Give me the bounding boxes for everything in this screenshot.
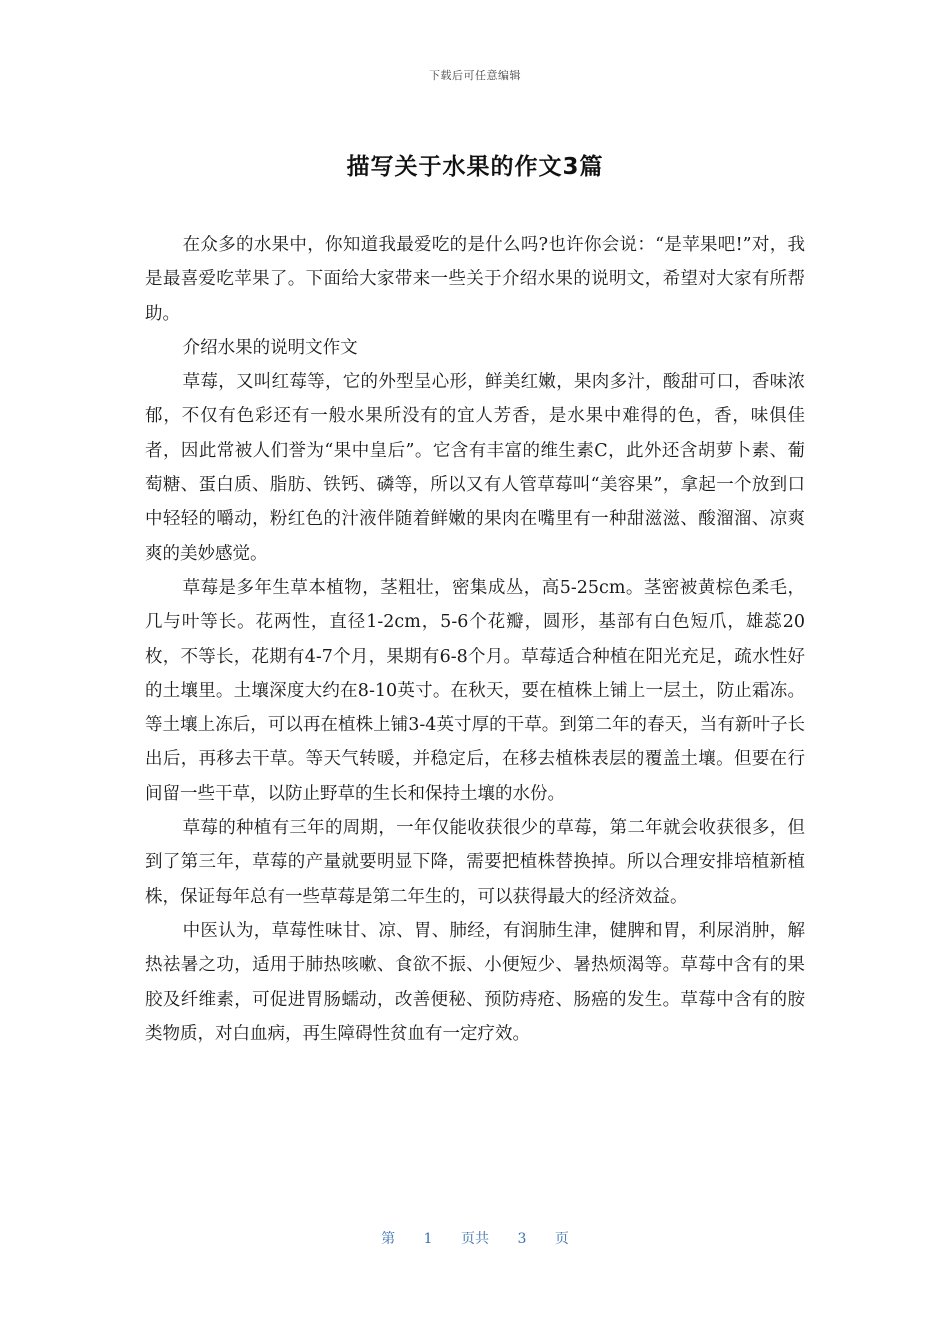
footer-total-pages: 3: [517, 1231, 527, 1247]
document-body: [145, 228, 805, 1051]
footer-current-page: 1: [423, 1231, 433, 1247]
document-title: 描写关于水果的作文3篇: [346, 154, 604, 180]
paragraph-strawberry-botany: 草莓是多年生草本植物，茎粗壮，密集成丛，高5-25cm。茎密被黄棕色柔毛，几与叶等长。花两性，直径1-2cm，5-6个花瓣，圆形，基部有白色短爪，雄蕊20枚，不等长，花期有4-7个月，果期有6-8个月。草莓适合种植在阳光充足，疏水性好的土壤里。土壤深度大约在8-10英寸。在秋天，要在植株上铺上一层土，防止霜冻。等土壤上冻后，可以再在植株上铺3-4英寸厚的干草。到第二年的春天，当有新叶子长出后，再移去干草。等天气转暖，并稳定后，在移去植株表层的覆盖土壤。但要在行间留一些干草，以防止野草的生长和保持土壤的水份。: [145, 577, 805, 804]
header-note: 下载后可任意编辑: [429, 69, 521, 82]
paragraph-intro: 在众多的水果中，你知道我最爱吃的是什么吗?也许你会说：“是苹果吧!”对，我是最喜爱吃苹果了。下面给大家带来一些关于介绍水果的说明文，希望对大家有所帮助。: [145, 235, 805, 324]
footer-suffix: 页: [554, 1231, 569, 1247]
footer-prefix: 第: [381, 1231, 396, 1247]
page-footer: [0, 1228, 950, 1248]
footer-middle: 页共: [461, 1231, 489, 1247]
paragraph-strawberry-medicine: 中医认为，草莓性味甘、凉、胃、肺经，有润肺生津，健脾和胃，利尿消肿，解热祛暑之功，适用于肺热咳嗽、食欲不振、小便短少、暑热烦渴等。草莓中含有的果胶及纤维素，可促进胃肠蠕动，改善便秘、预防痔疮、肠癌的发生。草莓中含有的胺类物质，对白血病，再生障碍性贫血有一定疗效。: [145, 920, 805, 1044]
paragraph-strawberry-cycle: 草莓的种植有三年的周期，一年仅能收获很少的草莓，第二年就会收获很多，但到了第三年，草莓的产量就要明显下降，需要把植株替换掉。所以合理安排培植新植株，保证每年总有一些草莓是第二年生的，可以获得最大的经济效益。: [145, 818, 805, 907]
paragraph-strawberry-description: 草莓，又叫红莓等，它的外型呈心形，鲜美红嫩，果肉多汁，酸甜可口，香味浓郁，不仅有色彩还有一般水果所没有的宜人芳香，是水果中难得的色，香，味俱佳者，因此常被人们誉为“果中皇后”。它含有丰富的维生素C，此外还含胡萝卜素、葡萄糖、蛋白质、脂肪、铁钙、磷等，所以又有人管草莓叫“美容果”，拿起一个放到口中轻轻的嚼动，粉红色的汁液伴随着鲜嫩的果肉在嘴里有一种甜滋滋、酸溜溜、凉爽爽的美妙感觉。: [145, 372, 805, 564]
paragraph-subheading: 介绍水果的说明文作文: [182, 337, 358, 358]
